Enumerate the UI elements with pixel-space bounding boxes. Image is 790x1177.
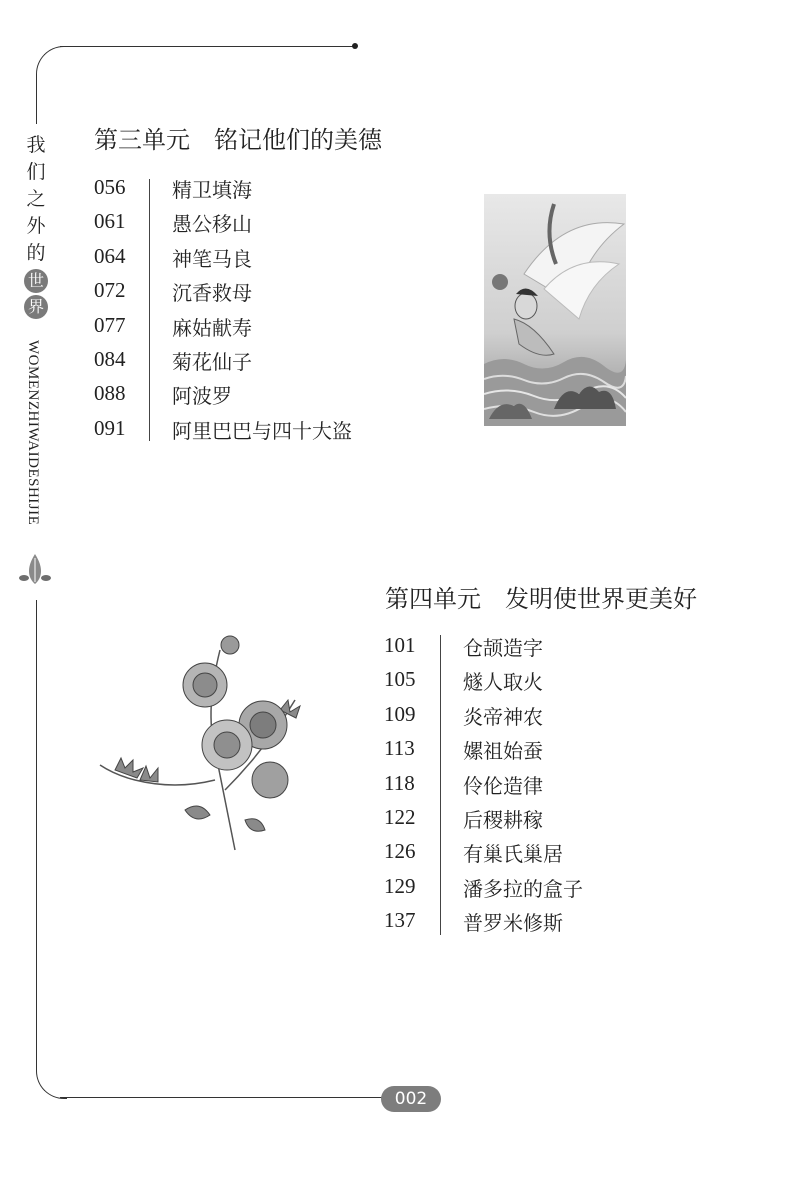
toc-entry-title: 炎帝神农 xyxy=(463,704,543,729)
toc-entry[interactable] xyxy=(94,242,414,276)
toc-entry-title: 后稷耕稼 xyxy=(463,807,543,832)
book-title-vertical xyxy=(22,132,50,321)
toc-entry[interactable] xyxy=(384,734,684,768)
unit-3-toc xyxy=(94,173,414,448)
book-title-char-highlight: 世 xyxy=(24,269,48,293)
toc-entry[interactable] xyxy=(94,379,414,413)
toc-page-number: 105 xyxy=(384,667,416,692)
toc-entry-title: 阿里巴巴与四十大盗 xyxy=(172,418,352,443)
toc-entry-title: 仓颉造字 xyxy=(463,636,543,660)
toc-page-number: 077 xyxy=(94,312,126,337)
frame-corner-bottom xyxy=(36,1060,67,1099)
toc-entry[interactable] xyxy=(94,414,414,448)
fairy-illustration xyxy=(484,194,626,426)
toc-entry[interactable] xyxy=(384,665,684,699)
toc-page-number: 122 xyxy=(384,804,416,829)
book-title-char: 之 xyxy=(26,188,46,210)
book-title-char: 我 xyxy=(26,134,46,156)
frame-left-line-lower xyxy=(36,600,37,1070)
book-title-pinyin: WOMENZHIWAIDESHIJIE xyxy=(25,340,41,526)
toc-entry-title: 精卫填海 xyxy=(172,178,252,202)
toc-page-number: 126 xyxy=(384,839,416,864)
toc-entry[interactable] xyxy=(94,276,414,310)
book-title-char-highlight: 界 xyxy=(24,295,48,319)
toc-entry[interactable] xyxy=(94,311,414,345)
book-title-char: 的 xyxy=(26,242,46,264)
frame-top-line xyxy=(60,46,355,47)
toc-page-number: 056 xyxy=(94,175,126,199)
frame-left-line xyxy=(36,84,37,124)
toc-entry[interactable] xyxy=(384,631,684,665)
toc-entry-title: 阿波罗 xyxy=(172,384,232,409)
toc-entry[interactable] xyxy=(384,803,684,837)
toc-entry[interactable] xyxy=(94,173,414,207)
toc-entry-title: 沉香救母 xyxy=(172,281,252,306)
toc-entry-title: 普罗米修斯 xyxy=(463,911,563,936)
toc-page-number: 137 xyxy=(384,908,416,933)
toc-entry-title: 有巢氏巢居 xyxy=(463,842,563,867)
unit-4-toc xyxy=(384,631,684,941)
toc-entry[interactable] xyxy=(94,207,414,241)
frame-dot xyxy=(352,43,358,49)
toc-page-number: 113 xyxy=(384,736,415,761)
toc-entry-title: 潘多拉的盒子 xyxy=(463,876,583,901)
toc-entry-title: 嫘祖始蚕 xyxy=(463,739,543,764)
leaf-ornament-icon xyxy=(18,548,52,588)
toc-page-number: 061 xyxy=(94,209,126,234)
unit-4-title: 第四单元 发明使世界更美好 xyxy=(385,585,697,613)
toc-entry[interactable] xyxy=(384,769,684,803)
book-title-char: 们 xyxy=(26,161,46,183)
frame-corner-top xyxy=(36,46,67,87)
toc-entry-title: 麻姑献寿 xyxy=(172,315,252,340)
toc-entry[interactable] xyxy=(384,837,684,871)
toc-entry[interactable] xyxy=(384,906,684,940)
toc-entry-title: 伶伦造律 xyxy=(463,773,543,798)
toc-entry[interactable] xyxy=(94,345,414,379)
toc-page-number: 088 xyxy=(94,381,126,406)
toc-page-number: 072 xyxy=(94,278,126,303)
frame-bottom-line xyxy=(60,1097,390,1098)
toc-page-number: 118 xyxy=(384,770,415,795)
toc-entry-title: 燧人取火 xyxy=(463,670,543,695)
toc-page-number: 109 xyxy=(384,701,416,726)
toc-page-number: 129 xyxy=(384,873,416,898)
toc-page-number: 064 xyxy=(94,243,126,268)
toc-page-number: 091 xyxy=(94,415,126,440)
toc-entry-title: 菊花仙子 xyxy=(172,349,252,374)
toc-entry-title: 神笔马良 xyxy=(172,246,252,271)
unit-3-title: 第三单元 铭记他们的美德 xyxy=(94,126,382,154)
flower-illustration xyxy=(95,630,320,855)
toc-entry[interactable] xyxy=(384,872,684,906)
page-number-badge: 002 xyxy=(381,1086,441,1112)
toc-page-number: 084 xyxy=(94,346,126,371)
toc-entry-title: 愚公移山 xyxy=(172,212,252,237)
toc-page-number: 101 xyxy=(384,633,416,657)
book-title-char: 外 xyxy=(26,215,46,237)
toc-entry[interactable] xyxy=(384,700,684,734)
